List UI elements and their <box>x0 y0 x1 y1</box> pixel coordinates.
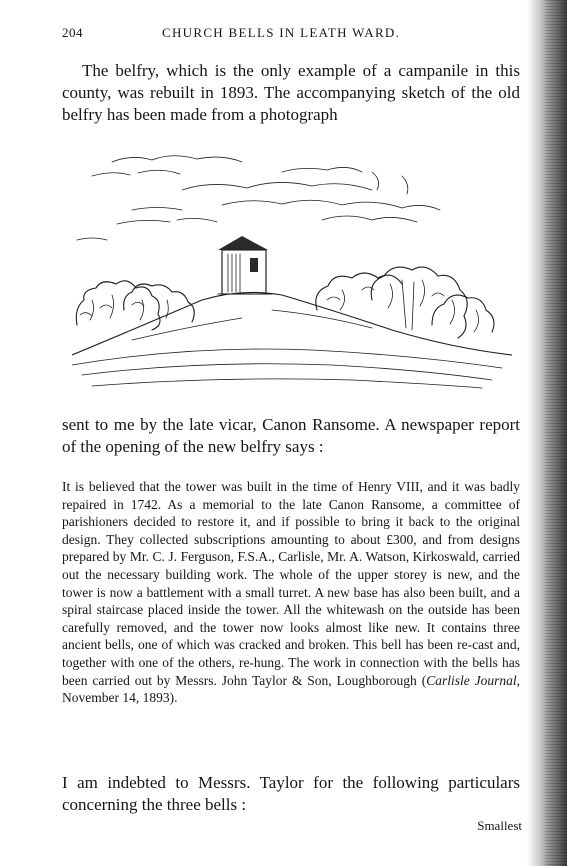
running-header <box>62 25 522 43</box>
quotation-citation-date: , November 14, 1893). <box>62 672 520 706</box>
paragraph-belfry-intro: The belfry, which is the only example of a campanile in this county, was rebuilt in 1893. The accompanying sketch of the old belfry has been made from a photograph <box>62 61 520 124</box>
right-trees <box>316 267 494 338</box>
running-title: CHURCH BELLS IN LEATH WARD. <box>162 25 401 40</box>
catchword: Smallest <box>477 818 522 833</box>
newspaper-quotation <box>62 478 520 707</box>
paragraph-bell-particulars: I am indebted to Messrs. Taylor for the following particulars concerning the three bells : <box>62 773 520 814</box>
quotation-text: It is believed that the tower was built in the time of Henry VIII, and it was badly repaired in 1742. As a memorial to the late Canon Ransome, a committee of parishioners decided to restore it, and if possible to bring it back to the original design. They collected subscriptions amounting to about £300, and from designs prepared by Mr. C. J. Ferguson, F.S.A., Carlisle, Mr. A. Watson, Kirkoswald, carried out the necessary building work. The whole of the upper storey is new, and the tower is now a battlement with a small turret. A new base has also been built, and a spiral staircase placed inside the tower. All the whitewash on the outside has been carefully removed, and the tower now looks almost like new. It contains three ancient bells, one of which was cracked and broken. This bell has been re-cast and, together with one of the others, re-hung. The work in connection with the bells has been carried out by Messrs. John Taylor & Son, Loughborough ( <box>62 479 520 688</box>
paragraph-newspaper-report: sent to me by the late vicar, Canon Ransome. A newspaper report of the opening of the new belfry says : <box>62 415 520 456</box>
belfry-tower <box>218 236 272 294</box>
page-edge-texture <box>545 0 567 866</box>
quotation-citation-source: Carlisle Journal <box>426 672 517 688</box>
belfry-sketch-illustration <box>72 150 512 390</box>
hill-and-ground <box>72 292 512 388</box>
page-number: 204 <box>62 25 83 40</box>
sky-clouds <box>77 156 440 240</box>
left-trees <box>76 281 194 330</box>
